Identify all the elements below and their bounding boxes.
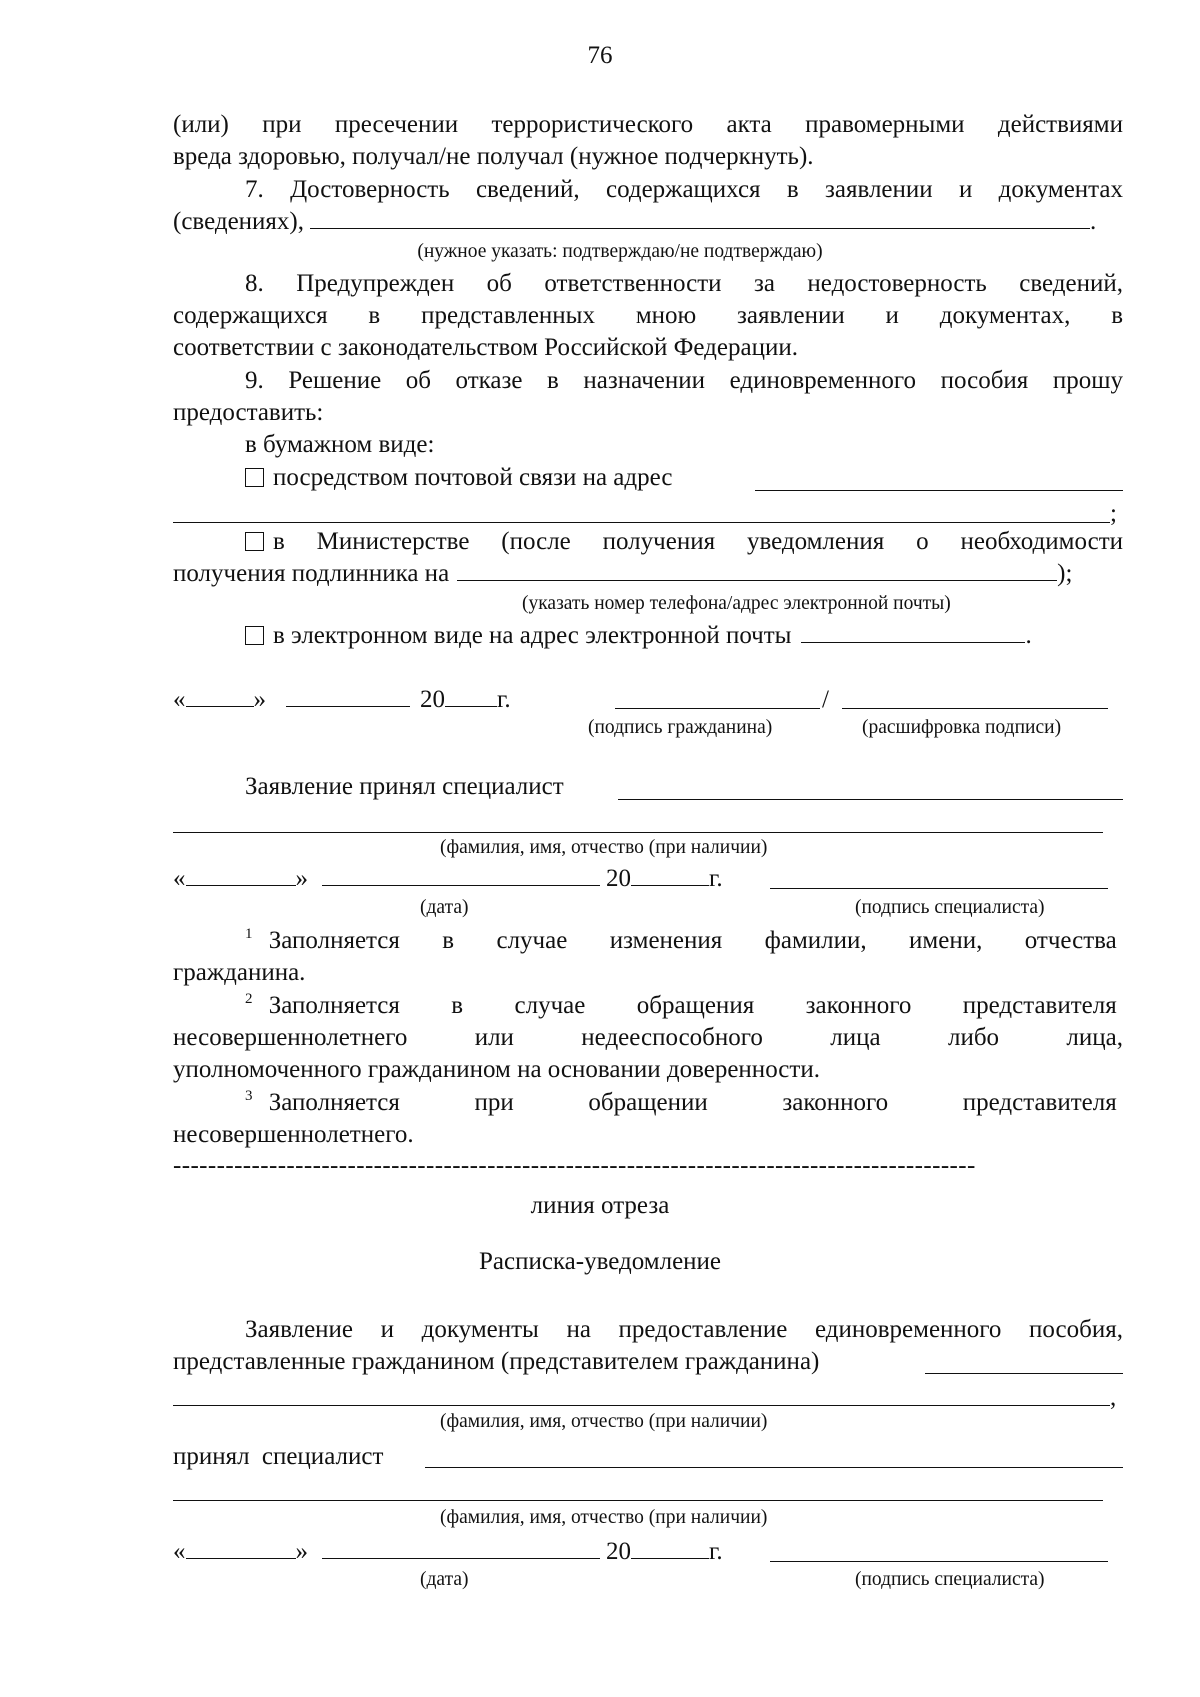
footnote-3-line-1 [245, 1087, 1123, 1122]
accepted-date-month-field[interactable] [322, 863, 600, 886]
post-checkbox[interactable] [245, 468, 264, 487]
p9-option-email-end: . [1025, 622, 1032, 649]
citizen-signature-decode-field[interactable] [842, 708, 1108, 709]
footnote-2-text: Заполняется в случае обращения законного представителя [268, 992, 1117, 1019]
p8-line-1: 8. Предупрежден об ответственности за недостоверность сведений, [245, 270, 1123, 297]
p7-line-2-prefix: (сведениях), [173, 208, 304, 235]
ministry-checkbox[interactable] [245, 532, 264, 551]
p9-option-post [245, 462, 672, 494]
receipt-line-2: представленные гражданином (представителем гражданина) [173, 1348, 820, 1375]
cut-line-dashes: -------------------------------------------------------------------------------------------- [173, 1152, 976, 1179]
p6-line-2: вреда здоровью, получал/не получал (нужное подчеркнуть). [173, 143, 814, 170]
citizen-date-year-suffix: г. [497, 686, 511, 713]
p9-option-email-label: в электронном виде на адрес электронной почты [273, 622, 792, 649]
p9-option-post-label: посредством почтовой связи на адрес [273, 464, 673, 491]
footnote-1-line-2: гражданина. [173, 959, 306, 986]
p7-line-2-suffix: . [1090, 208, 1097, 235]
citizen-signature-slash: / [822, 686, 829, 713]
p9-option-post-end: ; [1110, 500, 1117, 527]
receipt-signature-field[interactable] [770, 1561, 1108, 1562]
receipt-date-quote-open: « [173, 1538, 186, 1565]
receipt-fio-hint-1: (фамилия, имя, отчество (при наличии) [440, 1411, 768, 1432]
p6-line-1-text: (или) при пресечении террористического акта правомерными действиями [173, 111, 1123, 138]
receipt-date-year-field[interactable] [631, 1536, 709, 1559]
p8-line-2: содержащихся в представленных мною заявлении и документах, в [173, 302, 1123, 329]
receipt-specialist-field-2[interactable] [173, 1500, 1103, 1501]
p9-line-1: 9. Решение об отказе в назначении единовременного пособия прошу [245, 367, 1123, 394]
receipt-fio-hint-2: (фамилия, имя, отчество (при наличии) [440, 1507, 768, 1528]
accepted-date-year-field[interactable] [631, 863, 709, 886]
footnote-1-mark: 1 [245, 926, 253, 942]
p9-option-ministry-line-2-prefix: получения подлинника на [173, 560, 450, 587]
receipt-date-quote-close: » [295, 1538, 308, 1565]
citizen-signature-hint: (подпись гражданина) [588, 717, 773, 738]
p9-option-ministry-line-2 [173, 558, 1072, 590]
receipt-date-row [173, 1536, 723, 1568]
footnote-1-text: Заполняется в случае изменения фамилии, имени, отчества [268, 927, 1117, 954]
p7-line-2 [173, 206, 1096, 238]
receipt-accepted-label: принял специалист [173, 1443, 384, 1470]
accepted-specialist-field-2[interactable] [173, 832, 1103, 833]
p9-paper-label: в бумажном виде: [245, 431, 435, 458]
p9-option-ministry-line-2-suffix: ); [1057, 560, 1073, 587]
cut-line-label: линия отреза [530, 1192, 670, 1219]
citizen-date-month-field[interactable] [286, 684, 410, 707]
accepted-date-row [173, 863, 723, 895]
footnote-3-text: Заполняется при обращении законного представителя [268, 1089, 1117, 1116]
citizen-decode-hint: (расшифровка подписи) [862, 717, 1062, 738]
receipt-date-hint: (дата) [420, 1569, 469, 1590]
p9-option-ministry-line-1 [245, 526, 1123, 558]
receipt-specialist-field[interactable] [425, 1467, 1123, 1468]
accepted-label: Заявление принял специалист [245, 773, 564, 800]
citizen-date-year-field[interactable] [445, 684, 497, 707]
post-address-field-2[interactable] [173, 522, 1110, 523]
footnote-2-line-1 [245, 990, 1123, 1025]
citizen-date-quote-open: « [173, 686, 186, 713]
p7-reliability-field[interactable] [310, 206, 1090, 229]
accepted-signature-field[interactable] [770, 888, 1108, 889]
accepted-signature-hint: (подпись специалиста) [855, 897, 1045, 918]
footnote-3-mark: 3 [245, 1088, 253, 1104]
email-checkbox[interactable] [245, 626, 264, 645]
p8-line-3: соответствии с законодательством Российской Федерации. [173, 334, 798, 361]
p7-line-1: 7. Достоверность сведений, содержащихся в заявлении и документах [245, 176, 1123, 203]
receipt-citizen-field-2[interactable] [173, 1405, 1110, 1406]
receipt-date-year-suffix: г. [709, 1538, 723, 1565]
p7-hint: (нужное указать: подтверждаю/не подтверждаю) [417, 241, 823, 262]
receipt-line-3-end: , [1110, 1384, 1117, 1411]
p9-line-2: предоставить: [173, 399, 324, 426]
p6-line-1 [173, 109, 1123, 141]
receipt-citizen-field[interactable] [925, 1373, 1123, 1374]
accepted-date-year-prefix: 20 [606, 865, 631, 892]
page-number: 76 [587, 42, 613, 69]
receipt-date-year-prefix: 20 [606, 1538, 631, 1565]
receipt-line-1: Заявление и документы на предоставление единовременного пособия, [245, 1316, 1123, 1343]
p9-option-ministry-hint: (указать номер телефона/адрес электронной почты) [522, 593, 951, 614]
citizen-date-day-field[interactable] [186, 684, 254, 707]
ministry-contact-field[interactable] [457, 558, 1057, 581]
email-address-field[interactable] [801, 620, 1025, 643]
accepted-date-quote-close: » [295, 865, 308, 892]
accepted-date-hint: (дата) [420, 897, 469, 918]
footnote-2-line-3: уполномоченного гражданином на основании доверенности. [173, 1056, 820, 1083]
footnote-2-mark: 2 [245, 991, 253, 1007]
accepted-specialist-field[interactable] [618, 799, 1123, 800]
footnote-1-line-1 [245, 925, 1123, 960]
citizen-date-quote-close: » [253, 686, 266, 713]
footnote-2-line-2: несовершеннолетнего или недееспособного лица либо лица, [173, 1024, 1123, 1051]
receipt-title: Расписка-уведомление [478, 1248, 722, 1275]
accepted-date-year-suffix: г. [709, 865, 723, 892]
citizen-date-year-prefix: 20 [420, 686, 445, 713]
footnote-3-line-2: несовершеннолетнего. [173, 1121, 414, 1148]
citizen-signature-field[interactable] [615, 708, 820, 709]
receipt-signature-hint: (подпись специалиста) [855, 1569, 1045, 1590]
accepted-date-quote-open: « [173, 865, 186, 892]
citizen-date-row [173, 684, 511, 716]
p9-option-ministry-line-1-text: в Министерстве (после получения уведомления о необходимости [273, 528, 1123, 555]
receipt-date-month-field[interactable] [322, 1536, 600, 1559]
receipt-date-day-field[interactable] [186, 1536, 296, 1559]
post-address-field[interactable] [755, 490, 1123, 491]
accepted-fio-hint: (фамилия, имя, отчество (при наличии) [440, 837, 768, 858]
accepted-date-day-field[interactable] [186, 863, 296, 886]
p9-option-email [245, 620, 1032, 652]
